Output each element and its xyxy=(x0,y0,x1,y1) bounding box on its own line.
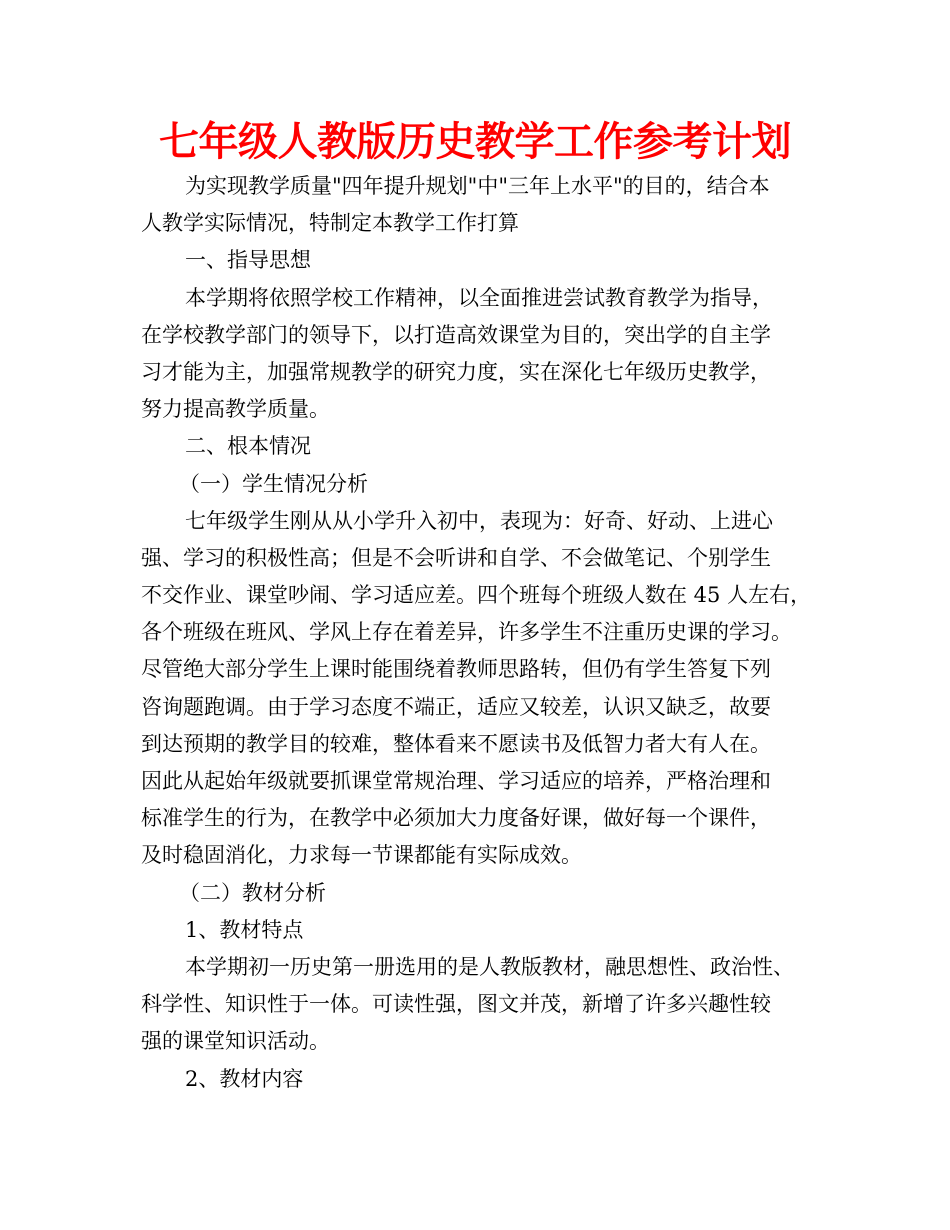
text-line: 标准学生的行为，在教学中必须加大力度备好课，做好每一个课件， xyxy=(141,806,771,831)
text-line: 人教学实际情况，特制定本教学工作打算 xyxy=(141,211,519,236)
text-line: 各个班级在班风、学风上存在着差异，许多学生不注重历史课的学习。 xyxy=(141,620,792,645)
text-line: 科学性、知识性于一体。可读性强，图文并茂，新增了许多兴趣性较 xyxy=(141,992,771,1017)
text-line: 一、指导思想 xyxy=(185,248,311,273)
text-line: 习才能为主，加强常规教学的研究力度，实在深化七年级历史教学， xyxy=(141,359,771,384)
text-line: （二）教材分析 xyxy=(179,880,326,905)
text-line: 为实现教学质量"四年提升规划"中"三年上水平"的目的，结合本 xyxy=(185,174,770,198)
text-line: 本学期初一历史第一册选用的是人教版教材，融思想性、政治性、 xyxy=(185,954,794,979)
text-line: （一）学生情况分析 xyxy=(179,471,368,496)
text-line: 本学期将依照学校工作精神，以全面推进尝试教育教学为指导， xyxy=(185,285,773,310)
text-line: 强的课堂知识活动。 xyxy=(141,1029,330,1054)
text-line: 咨询题跑调。由于学习态度不端正，适应又较差，认识又缺乏，故要 xyxy=(141,694,771,719)
text-line: 强、学习的积极性高；但是不会听讲和自学、不会做笔记、个别学生 xyxy=(141,545,771,570)
text-line: 2、教材内容 xyxy=(185,1066,304,1091)
text-line: 因此从起始年级就要抓课堂常规治理、学习适应的培养，严格治理和 xyxy=(141,769,771,793)
text-line: 七年级学生刚从从小学升入初中，表现为：好奇、好动、上进心 xyxy=(185,508,773,533)
text-line: 努力提高教学质量。 xyxy=(141,397,330,422)
text-line: 到达预期的教学目的较难，整体看来不愿读书及低智力者大有人在。 xyxy=(141,731,771,756)
document-title: 七年级人教版历史教学工作参考计划 xyxy=(159,118,791,165)
document-body xyxy=(141,168,831,1098)
text-line: 不交作业、课堂吵闹、学习适应差。四个班每个班级人数在 45 人左右， xyxy=(141,583,812,608)
text-line: 在学校教学部门的领导下，以打造高效课堂为目的，突出学的自主学 xyxy=(141,322,771,347)
text-line: 1、教材特点 xyxy=(185,917,304,942)
text-line: 及时稳固消化，力求每一节课都能有实际成效。 xyxy=(141,843,582,868)
text-line: 二、根本情况 xyxy=(185,434,311,459)
text-line: 尽管绝大部分学生上课时能围绕着教师思路转，但仍有学生答复下列 xyxy=(141,657,771,682)
